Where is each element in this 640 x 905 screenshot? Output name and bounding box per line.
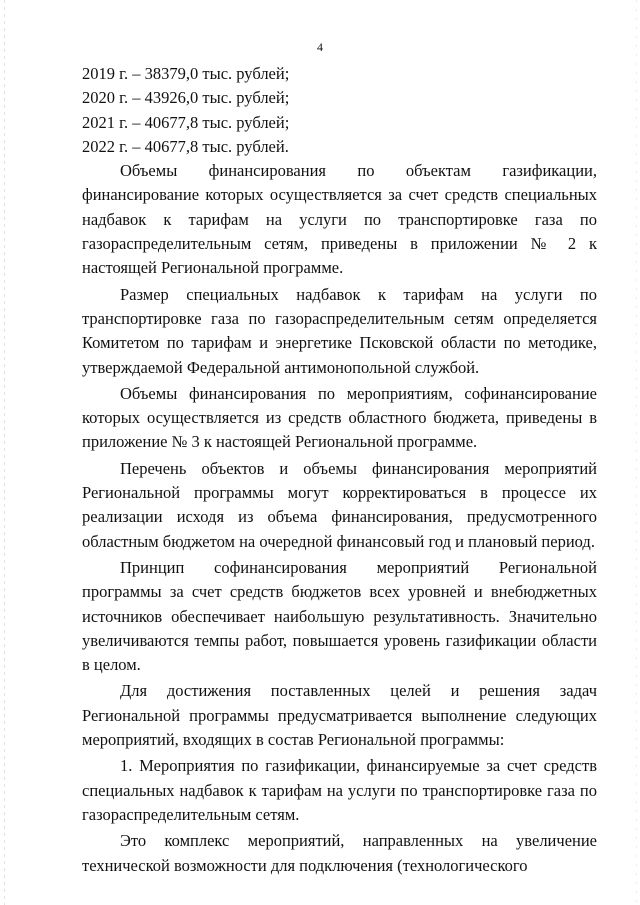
scan-edge-right [636, 0, 637, 905]
year-line-2019: 2019 г. – 38379,0 тыс. рублей; [82, 64, 290, 83]
body-text [82, 62, 597, 878]
paragraph-measure-1: 1. Мероприятия по газификации, финансируемые за счет средств специальных надбавок к тарифам на услуги по транспортировке газа по газораспределительным сетям. [82, 756, 597, 824]
paragraph-complex: Это комплекс мероприятий, направленных на увеличение технической возможности для подключения (технологического [82, 831, 597, 875]
year-line-2022: 2022 г. – 40677,8 тыс. рублей. [82, 136, 289, 156]
scan-edge-left [4, 0, 5, 905]
year-line-2020: 2020 г. – 43926,0 тыс. рублей; [82, 88, 290, 108]
paragraph-objects-list: Перечень объектов и объемы финансирования мероприятий Региональной программы могут корректироваться в процессе их реализации исходя из объема финансирования, предусмотренного областным бюджетом на очередной финансовый год и плановый период. [82, 458, 597, 551]
paragraph-cofinancing-volumes: Объемы финансирования по мероприятиям, софинансирование которых осуществляется из средств областного бюджета, приведены в приложение № 3 к настоящей Региональной программе. [82, 383, 597, 452]
page-number: 4 [317, 40, 323, 54]
paragraph-surcharge-size: Размер специальных надбавок к тарифам на услуги по транспортировке газа по газораспределительным сетям определяется Комитетом по тарифам и энергетике Псковской области по методике, утверждаемой Федеральной антимонопольной службой. [82, 284, 597, 377]
year-line-2021: 2021 г. – 40677,8 тыс. рублей; [82, 112, 290, 132]
paragraph-cofinancing-principle: Принцип софинансирования мероприятий Региональной программы за счет средств бюджетов всех уровней и внебюджетных источников обеспечивает наибольшую результативность. Значительно увеличиваются темпы работ, повышается уровень газификации области в целом. [82, 557, 597, 675]
paragraph-gasification-volumes: Объемы финансирования по объектам газификации, финансирование которых осуществляется за счет средств специальных надбавок к тарифам на услуги по транспортировке газа по газораспределительным сетям, приведены в приложении № 2 к настоящей Региональной программе. [82, 161, 597, 278]
paragraph-goals: Для достижения поставленных целей и решения задач Региональной программы предусматривается выполнение следующих мероприятий, входящих в состав Региональной программы: [82, 681, 597, 750]
